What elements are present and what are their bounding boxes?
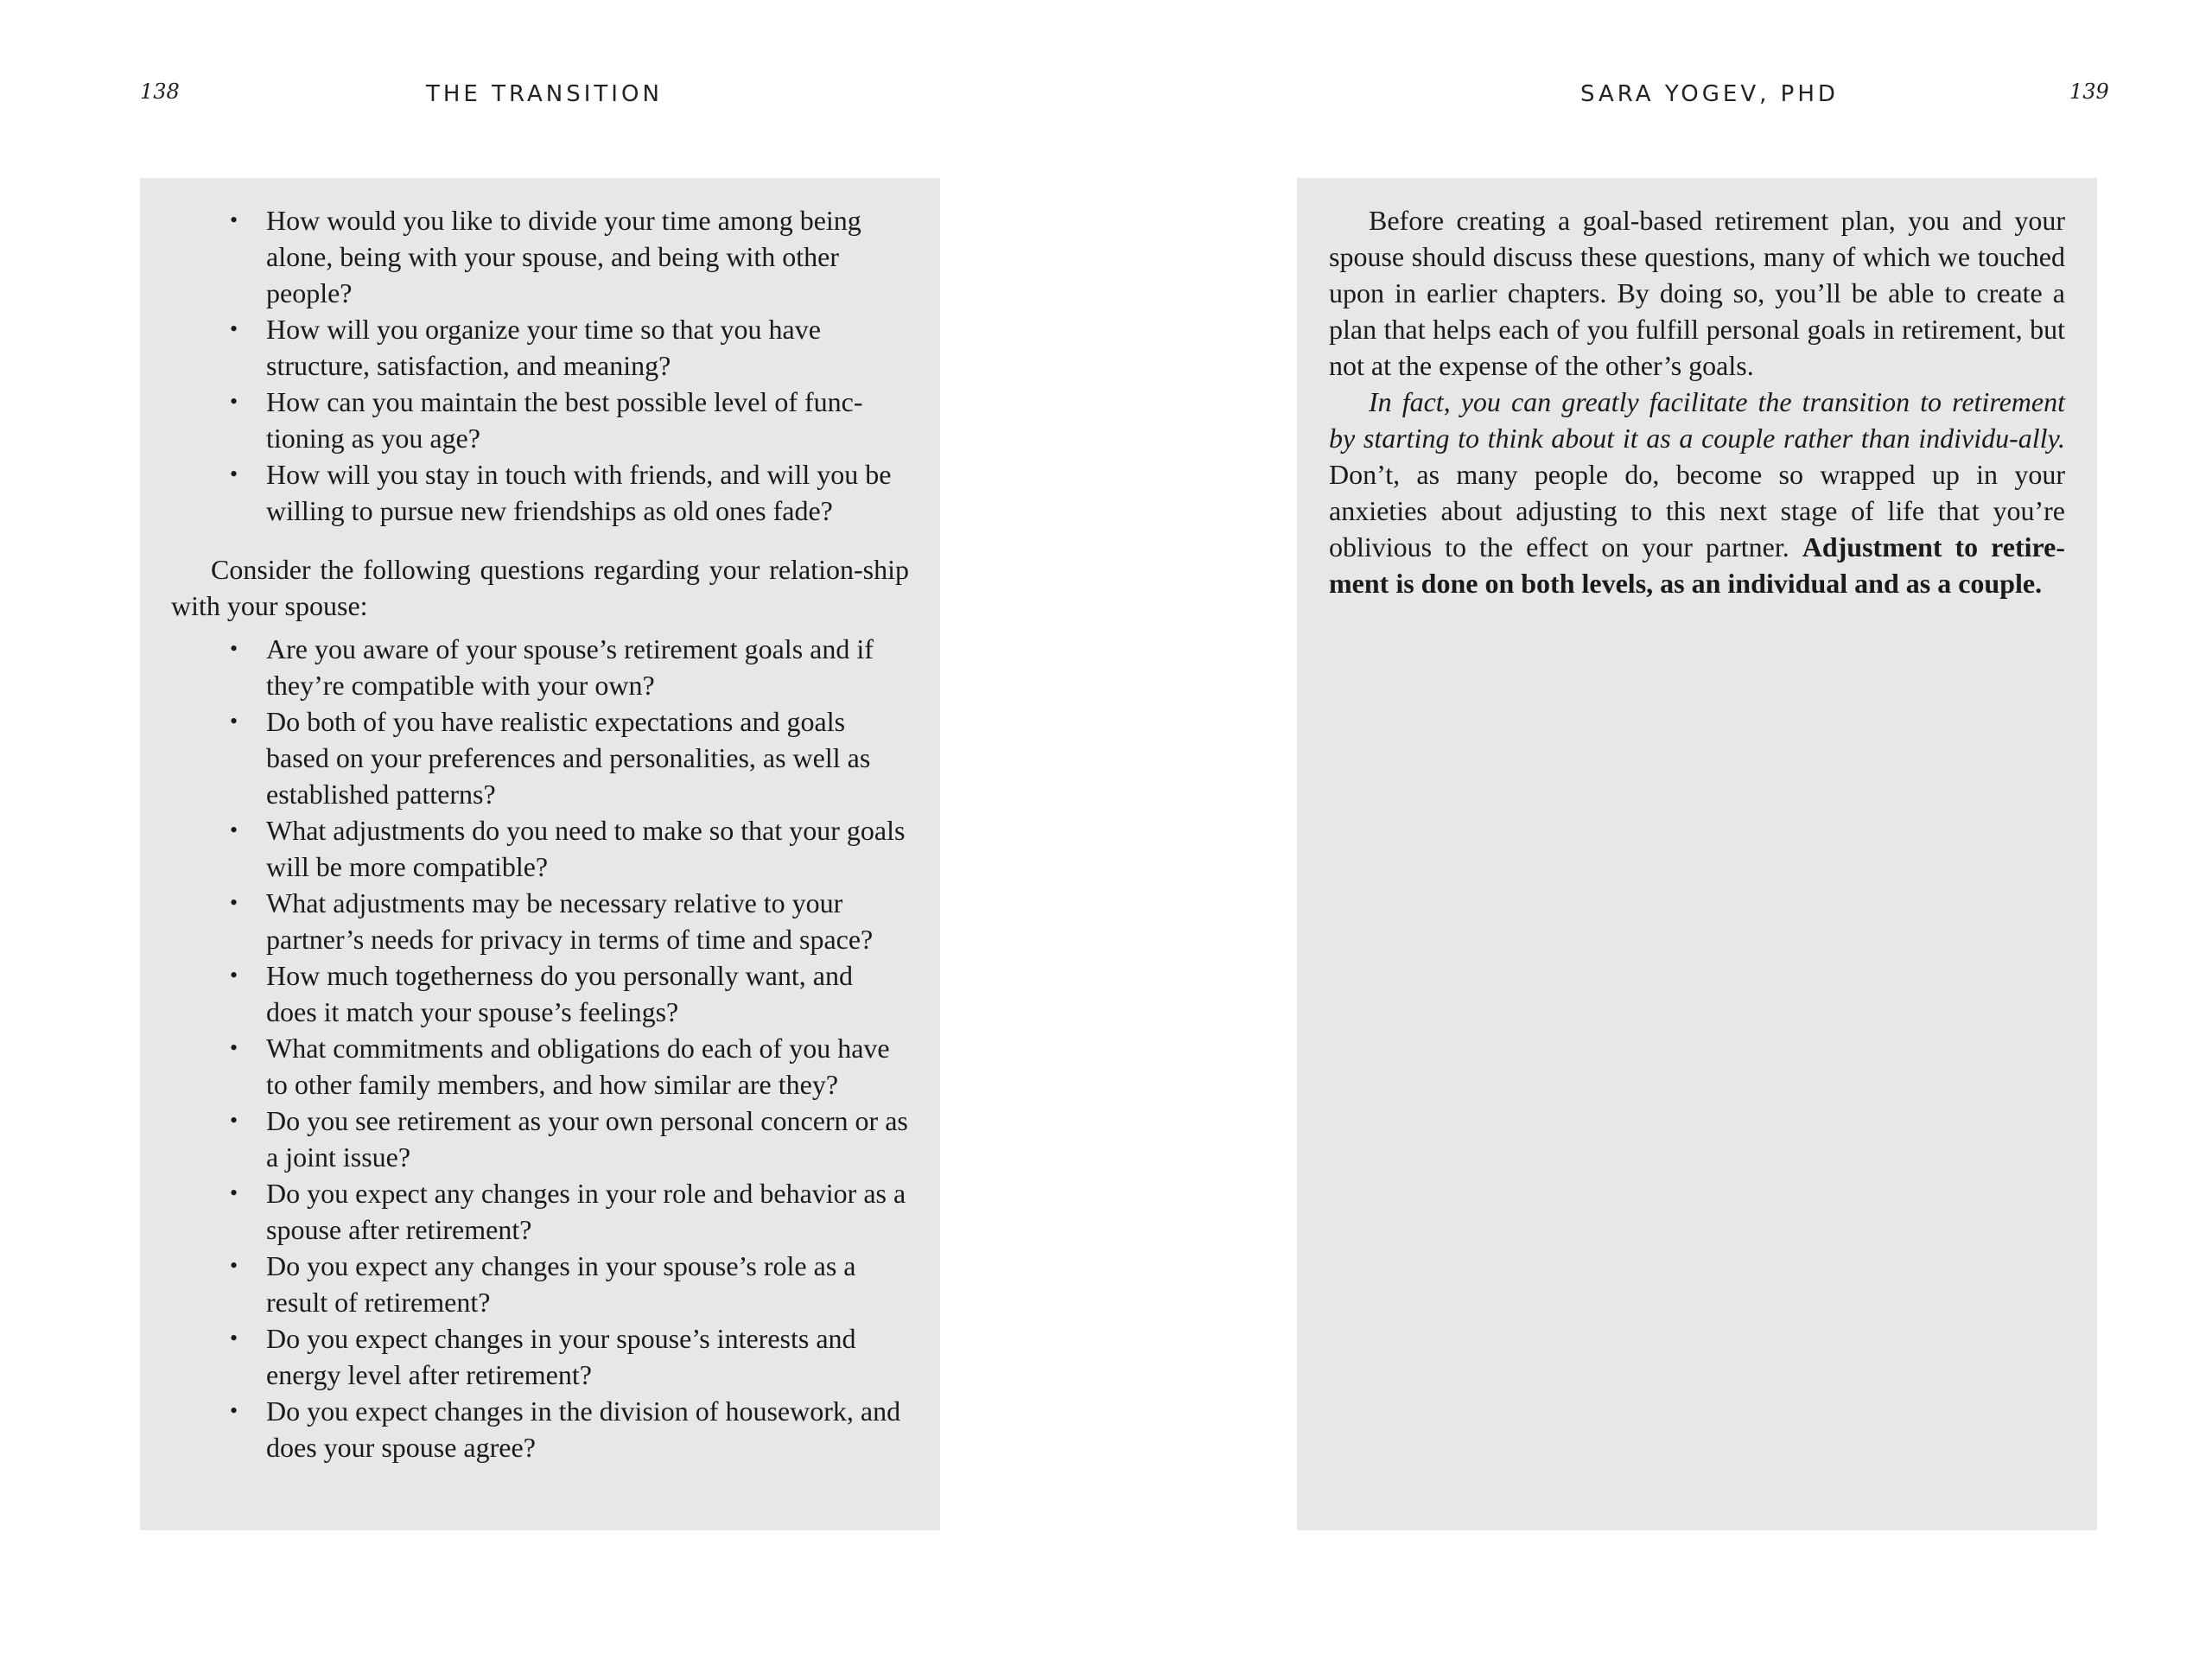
spouse-question-item-text: Do you expect any changes in your role and behavior as a spouse after retirement? bbox=[266, 1178, 906, 1245]
spouse-question-item bbox=[230, 1320, 909, 1393]
couple-transition-regular: Don’t, as many people do, become so wrapped up in your anxieties about adjusting to this next stage of life that you’re oblivious to the effect on your partner. bbox=[1329, 459, 2065, 563]
spouse-question-item bbox=[230, 885, 909, 957]
spouse-question-item bbox=[230, 1393, 909, 1465]
left-sidebar-panel bbox=[140, 178, 940, 1530]
bullet-icon: • bbox=[230, 963, 238, 988]
spouse-questions-list bbox=[171, 631, 909, 1465]
bullet-icon: • bbox=[230, 709, 238, 734]
spouse-question-item-text: How much togetherness do you personally want, and does it match your spouse’s feelings? bbox=[266, 960, 853, 1027]
right-sidebar-panel bbox=[1297, 178, 2097, 1530]
spouse-question-item-text: What adjustments may be necessary relative to your partner’s needs for privacy in terms of time and space? bbox=[266, 887, 874, 955]
spouse-question-item bbox=[230, 703, 909, 812]
spouse-question-item-text: Do you see retirement as your own personal concern or as a joint issue? bbox=[266, 1105, 908, 1173]
spouse-question-item bbox=[230, 1248, 909, 1320]
spouse-question-item bbox=[230, 631, 909, 703]
goal-based-plan-paragraph: Before creating a goal-based retirement plan, you and your spouse should discuss these questions, many of which we touched upon in earlier chapters. By doing so, you’ll be able to create a plan that helps each of you fulfill personal goals in retirement, but not at the expense of the other’s goals. bbox=[1329, 205, 2065, 381]
personal-question-item-text: How will you organize your time so that you have structure, satisfaction, and meaning? bbox=[266, 314, 821, 381]
spouse-question-item bbox=[230, 1103, 909, 1175]
bullet-icon: • bbox=[230, 316, 238, 341]
right-running-head: SARA YOGEV, PHD bbox=[1580, 81, 1839, 107]
bullet-icon: • bbox=[230, 1398, 238, 1423]
spouse-question-item-text: Do both of you have realistic expectations and goals based on your preferences and personalities, as well as established patterns? bbox=[266, 706, 871, 810]
bullet-icon: • bbox=[230, 1035, 238, 1060]
personal-questions-list bbox=[171, 202, 909, 529]
personal-question-item-text: How can you maintain the best possible level of func-tioning as you age? bbox=[266, 386, 863, 454]
spouse-question-item bbox=[230, 1030, 909, 1103]
spouse-question-item bbox=[230, 812, 909, 885]
personal-question-item bbox=[230, 456, 909, 529]
personal-question-item bbox=[230, 384, 909, 456]
personal-question-item bbox=[230, 202, 909, 311]
bullet-icon: • bbox=[230, 1108, 238, 1133]
spouse-question-item-text: Do you expect any changes in your spouse’s role as a result of retirement? bbox=[266, 1250, 856, 1318]
bullet-icon: • bbox=[230, 1180, 238, 1205]
couple-transition-bold: Adjustment to retire-ment is done on both levels, as an individual and as a couple. bbox=[1329, 531, 2065, 599]
spouse-question-item-text: Are you aware of your spouse’s retirement goals and if they’re compatible with your own? bbox=[266, 633, 874, 701]
bullet-icon: • bbox=[230, 817, 238, 842]
left-running-head: THE TRANSITION bbox=[426, 81, 663, 107]
spouse-question-item-text: Do you expect changes in the division of housework, and does your spouse agree? bbox=[266, 1395, 901, 1463]
bullet-icon: • bbox=[230, 890, 238, 915]
consider-paragraph: Consider the following questions regarding your relation-ship with your spouse: bbox=[171, 554, 909, 621]
personal-question-item-text: How would you like to divide your time among being alone, being with your spouse, and being with other people? bbox=[266, 205, 861, 308]
personal-question-item-text: How will you stay in touch with friends, and will you be willing to pursue new friendships as old ones fade? bbox=[266, 459, 892, 526]
bullet-icon: • bbox=[230, 1253, 238, 1278]
left-page-number: 138 bbox=[140, 79, 180, 104]
bullet-icon: • bbox=[230, 207, 238, 232]
spouse-question-item bbox=[230, 1175, 909, 1248]
personal-question-item bbox=[230, 311, 909, 384]
spouse-question-item bbox=[230, 957, 909, 1030]
bullet-icon: • bbox=[230, 1325, 238, 1351]
bullet-icon: • bbox=[230, 389, 238, 414]
right-page-number: 139 bbox=[2069, 79, 2109, 104]
spouse-question-item-text: What adjustments do you need to make so that your goals will be more compatible? bbox=[266, 815, 906, 882]
bullet-icon: • bbox=[230, 461, 238, 486]
spouse-question-item-text: Do you expect changes in your spouse’s interests and energy level after retirement? bbox=[266, 1323, 856, 1390]
couple-transition-paragraph bbox=[1329, 384, 2065, 601]
spouse-question-item-text: What commitments and obligations do each of you have to other family members, and how similar are they? bbox=[266, 1033, 890, 1100]
couple-transition-italic: In fact, you can greatly facilitate the transition to retirement by starting to think about it as a couple rather than individu-ally. bbox=[1329, 386, 2065, 454]
bullet-icon: • bbox=[230, 636, 238, 661]
